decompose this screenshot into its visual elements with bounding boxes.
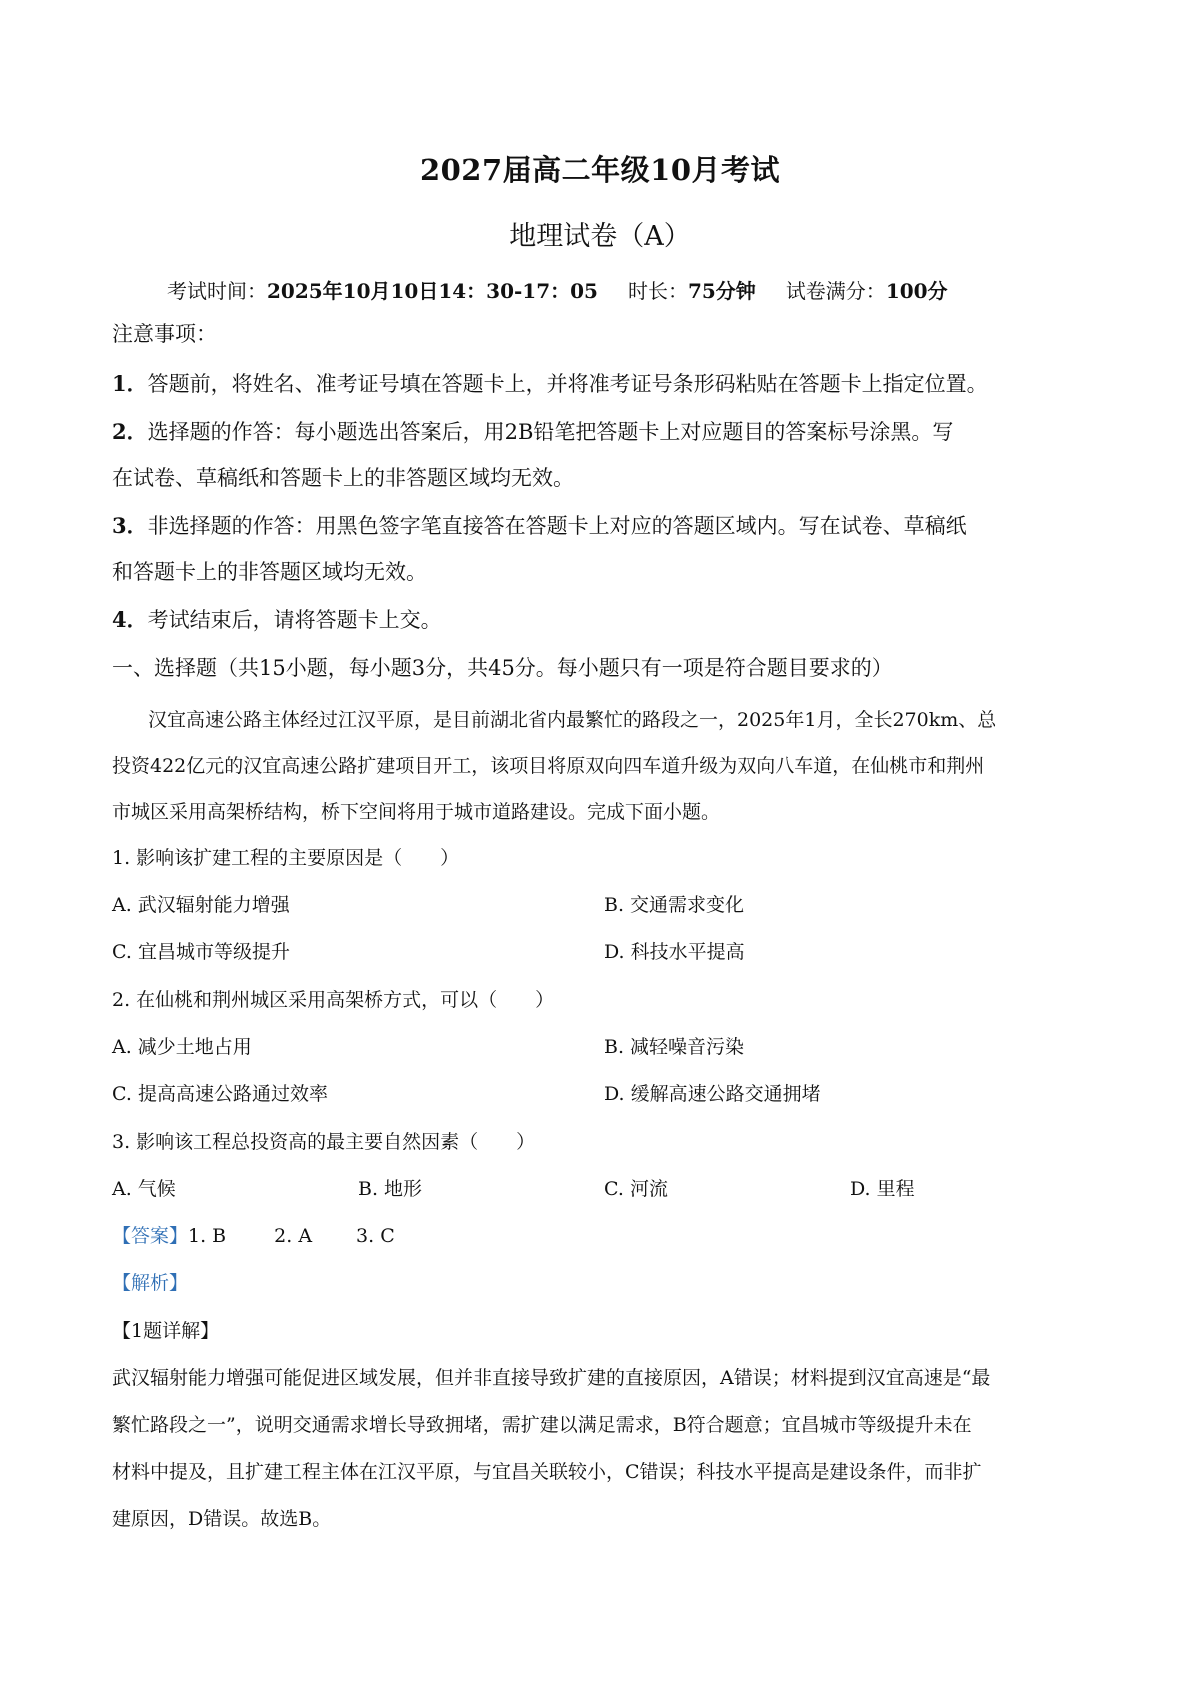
- notice-item-2-cont: 在试卷、草稿纸和答题卡上的非答题区域均无效。: [112, 466, 574, 490]
- notice-item-1: [112, 368, 988, 398]
- exam-time-label: 考试时间：: [167, 279, 267, 303]
- notice-item-number: 3．: [112, 513, 148, 538]
- question-2-option-b: B. 减轻噪音污染: [604, 1036, 745, 1058]
- analysis-line-1: 武汉辐射能力增强可能促进区域发展，但并非直接导致扩建的直接原因，A错误；材料提到汉宜高速是“最: [112, 1367, 991, 1389]
- exam-score-label: 试卷满分：: [785, 279, 886, 303]
- answer-item: 1. B: [188, 1225, 227, 1247]
- analysis-line-4: 建原因，D错误。故选B。: [112, 1508, 332, 1530]
- answer-item: 2. A: [274, 1225, 313, 1247]
- notice-item-2: [112, 416, 953, 446]
- question-3-option-d: D. 里程: [850, 1178, 915, 1200]
- analysis-line-3: 材料中提及，且扩建工程主体在江汉平原，与宜昌关联较小，C错误；科技水平提高是建设条件，而非扩: [112, 1461, 982, 1483]
- question-3-option-c: C. 河流: [604, 1178, 668, 1200]
- analysis-line-2: 繁忙路段之一”，说明交通需求增长导致拥堵，需扩建以满足需求，B符合题意；宜昌城市等级提升未在: [112, 1414, 972, 1436]
- exam-duration-value: 75分钟: [687, 279, 756, 303]
- analysis-label: 【解析】: [112, 1272, 189, 1294]
- notice-heading: 注意事项：: [112, 322, 217, 346]
- question-1-option-c: C. 宜昌城市等级提升: [112, 941, 290, 963]
- notice-item-text: 答题前，将姓名、准考证号填在答题卡上，并将准考证号条形码粘贴在答题卡上指定位置。: [147, 372, 988, 396]
- question-3-option-a: A. 气候: [112, 1178, 176, 1200]
- question-1-stem: 1. 影响该扩建工程的主要原因是（ ）: [112, 847, 460, 869]
- question-3-option-b: B. 地形: [358, 1178, 423, 1200]
- question-2-option-d: D. 缓解高速公路交通拥堵: [604, 1083, 821, 1105]
- notice-item-3-cont: 和答题卡上的非答题区域均无效。: [112, 560, 427, 584]
- notice-item-number: 2．: [112, 419, 148, 444]
- question-3-stem: 3. 影响该工程总投资高的最主要自然因素（ ）: [112, 1131, 536, 1153]
- answer-label: 【答案】: [112, 1225, 189, 1247]
- exam-duration-label: 时长：: [627, 279, 688, 303]
- question-2-stem: 2. 在仙桃和荆州城区采用高架桥方式，可以（ ）: [112, 989, 555, 1011]
- notice-item-number: 1．: [112, 371, 148, 396]
- exam-subtitle: 地理试卷（A）: [509, 221, 691, 252]
- exam-title: 2027届高二年级10月考试: [419, 153, 781, 187]
- question-1-option-a: A. 武汉辐射能力增强: [112, 894, 290, 916]
- notice-item-text: 选择题的作答：每小题选出答案后，用2B铅笔把答题卡上对应题目的答案标号涂黑。写: [147, 420, 954, 444]
- notice-item-3: [112, 510, 967, 540]
- answer-item: 3. C: [356, 1225, 395, 1247]
- notice-item-4: [112, 604, 442, 634]
- exam-info-line: [167, 275, 948, 304]
- notice-item-text: 考试结束后，请将答题卡上交。: [147, 608, 442, 632]
- exam-score-value: 100分: [885, 279, 948, 303]
- answer-line: [112, 1221, 395, 1248]
- question-1-option-b: B. 交通需求变化: [604, 894, 745, 916]
- question-2-option-a: A. 减少土地占用: [112, 1036, 252, 1058]
- question-1-option-d: D. 科技水平提高: [604, 941, 745, 963]
- notice-item-number: 4．: [112, 607, 148, 632]
- notice-item-text: 非选择题的作答：用黑色签字笔直接答在答题卡上对应的答题区域内。写在试卷、草稿纸: [147, 514, 967, 538]
- exam-time-value: 2025年10月10日14：30-17：05: [267, 279, 598, 303]
- section-heading: 一、选择题（共15小题，每小题3分，共45分。每小题只有一项是符合题目要求的）: [112, 656, 893, 680]
- question-2-option-c: C. 提高高速公路通过效率: [112, 1083, 328, 1105]
- analysis-detail-label: 【1题详解】: [112, 1320, 220, 1342]
- passage-line-1: 汉宜高速公路主体经过江汉平原，是目前湖北省内最繁忙的路段之一，2025年1月，全长270km、总: [148, 709, 997, 731]
- passage-line-3: 市城区采用高架桥结构，桥下空间将用于城市道路建设。完成下面小题。: [112, 801, 721, 823]
- passage-line-2: 投资422亿元的汉宜高速公路扩建项目开工，该项目将原双向四车道升级为双向八车道，在仙桃市和荆州: [112, 755, 985, 777]
